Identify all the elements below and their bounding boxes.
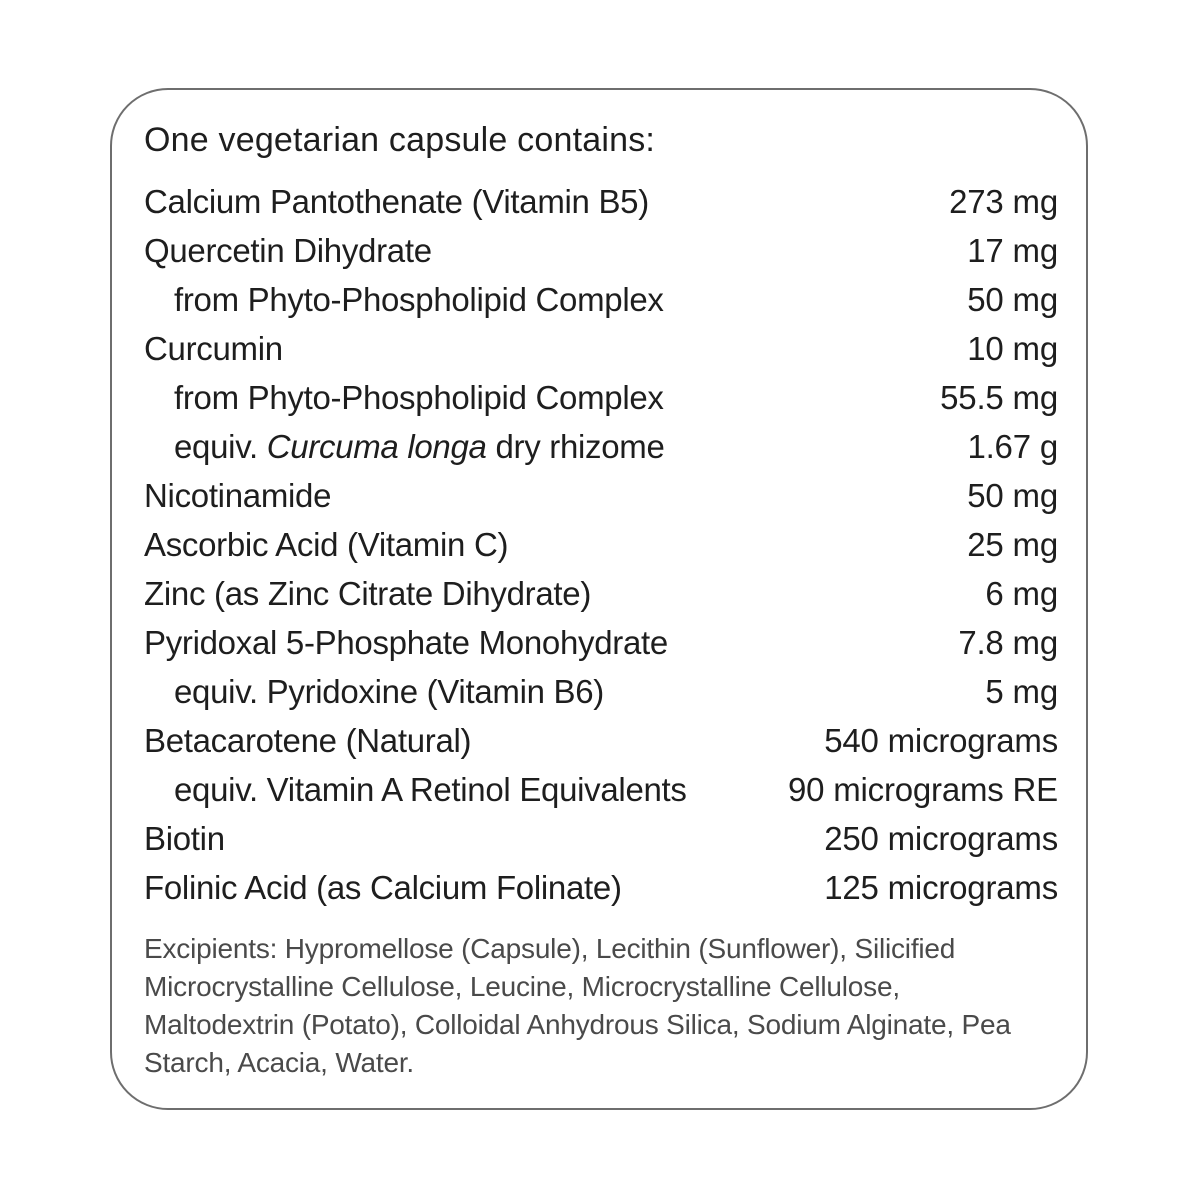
ingredient-amount: 50 mg: [967, 281, 1058, 318]
ingredient-name: Nicotinamide: [144, 477, 332, 514]
ingredient-amount: 1.67 g: [967, 428, 1058, 465]
ingredient-subrow: [144, 373, 1058, 422]
ingredient-subrow: [144, 765, 1058, 814]
ingredient-name: Quercetin Dihydrate: [144, 232, 432, 269]
ingredient-name: from Phyto-Phospholipid Complex: [174, 281, 664, 318]
ingredient-row: [144, 324, 1058, 373]
ingredient-row: [144, 863, 1058, 912]
ingredient-amount: 10 mg: [967, 330, 1058, 367]
ingredient-amount: 125 micrograms: [824, 869, 1058, 906]
ingredient-row: [144, 569, 1058, 618]
ingredient-amount: 55.5 mg: [940, 379, 1058, 416]
ingredient-name-prefix: equiv.: [174, 428, 267, 465]
ingredient-subrow: [144, 275, 1058, 324]
ingredient-row: [144, 520, 1058, 569]
ingredient-name: Calcium Pantothenate (Vitamin B5): [144, 183, 649, 220]
ingredient-name: Betacarotene (Natural): [144, 722, 472, 759]
ingredient-name: from Phyto-Phospholipid Complex: [174, 379, 664, 416]
ingredient-name-suffix: dry rhizome: [486, 428, 665, 465]
ingredient-amount: 6 mg: [985, 575, 1058, 612]
ingredient-row: [144, 471, 1058, 520]
ingredient-amount: 273 mg: [949, 183, 1058, 220]
ingredient-amount: 540 micrograms: [824, 722, 1058, 759]
ingredient-amount: 90 micrograms RE: [787, 771, 1058, 808]
ingredient-subrow: [144, 667, 1058, 716]
excipients-text: Excipients: Hypromellose (Capsule), Lecithin (Sunflower), Silicified Microcrystalline Cellulose, Leucine, Microcrystalline Cellulose, Maltodextrin (Potato), Colloidal Anhydrous Silica, Sodium Alginate, Pea Starch, Acacia, Water.: [144, 933, 1011, 1078]
ingredient-subrow: [144, 422, 1058, 471]
ingredient-name: Biotin: [144, 820, 225, 857]
ingredient-name: [144, 422, 665, 471]
label-content: [144, 112, 1058, 1110]
ingredient-row: [144, 814, 1058, 863]
ingredient-amount: 17 mg: [967, 232, 1058, 269]
ingredient-name: Ascorbic Acid (Vitamin C): [144, 526, 509, 563]
ingredient-name: equiv. Pyridoxine (Vitamin B6): [174, 673, 604, 710]
ingredient-row: [144, 618, 1058, 667]
ingredient-row: [144, 226, 1058, 275]
ingredient-name: Pyridoxal 5-Phosphate Monohydrate: [144, 624, 668, 661]
ingredient-name: equiv. Vitamin A Retinol Equivalents: [174, 771, 687, 808]
ingredient-row: [144, 177, 1058, 226]
botanical-name: Curcuma longa: [266, 428, 487, 465]
ingredient-name: Folinic Acid (as Calcium Folinate): [144, 869, 622, 906]
ingredient-row: [144, 716, 1058, 765]
serving-heading: One vegetarian capsule contains:: [144, 121, 656, 159]
ingredient-amount: 50 mg: [967, 477, 1058, 514]
ingredient-amount: 25 mg: [967, 526, 1058, 563]
ingredient-amount: 7.8 mg: [958, 624, 1058, 661]
ingredient-name: Zinc (as Zinc Citrate Dihydrate): [144, 575, 592, 612]
ingredient-amount: 5 mg: [985, 673, 1058, 710]
ingredient-name: Curcumin: [144, 330, 283, 367]
ingredient-amount: 250 micrograms: [824, 820, 1058, 857]
ingredient-list: [144, 177, 1058, 912]
